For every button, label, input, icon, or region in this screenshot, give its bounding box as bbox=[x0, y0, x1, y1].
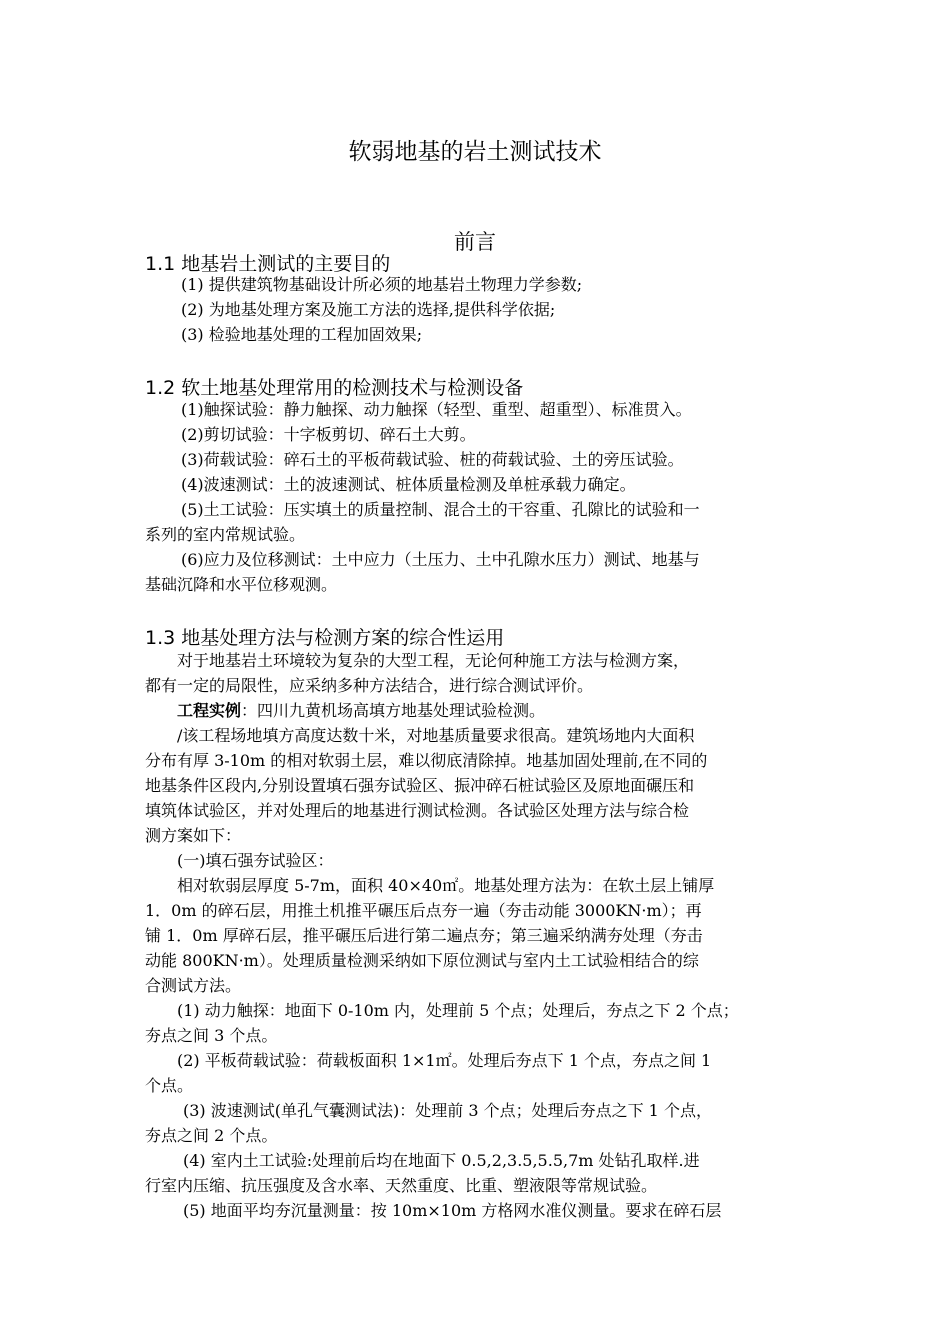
paragraph-line: (1) 动力触探：地面下 0-10m 内，处理前 5 个点；处理后，夯点之下 2 个点； bbox=[177, 1001, 739, 1020]
paragraph-line: (2) 为地基处理方案及施工方法的选择,提供科学依据; bbox=[181, 300, 556, 319]
paragraph-line: (1)触探试验：静力触探、动力触探（轻型、重型、超重型）、标准贯入。 bbox=[181, 400, 692, 419]
example-line bbox=[177, 700, 545, 722]
document-title: 软弱地基的岩土测试技术 bbox=[348, 139, 602, 165]
paragraph-line: (5) 地面平均夯沉量测量：按 10m×10m 方格网水准仪测量。要求在碎石层 bbox=[183, 1201, 722, 1220]
paragraph-line: 夯点之间 2 个点。 bbox=[145, 1126, 278, 1145]
section-1-1-heading: 1.1 地基岩土测试的主要目的 bbox=[145, 253, 391, 275]
paragraph-line: (2) 平板荷载试验：荷载板面积 1×1㎡。处理后夯点下 1 个点，夯点之间 1 bbox=[177, 1051, 712, 1070]
paragraph-line: 合测试方法。 bbox=[145, 976, 242, 995]
preface-heading: 前言 bbox=[454, 230, 496, 254]
paragraph-line: /该工程场地填方高度达数十米，对地基质量要求很高。建筑场地内大面积 bbox=[177, 726, 695, 745]
paragraph-line: 个点。 bbox=[145, 1076, 194, 1095]
paragraph-line: (3)荷载试验：碎石土的平板荷载试验、桩的荷载试验、土的旁压试验。 bbox=[181, 450, 684, 469]
paragraph-line: (2)剪切试验：十字板剪切、碎石土大剪。 bbox=[181, 425, 476, 444]
paragraph-line: 行室内压缩、抗压强度及含水率、天然重度、比重、塑液限等常规试验。 bbox=[145, 1176, 658, 1195]
paragraph-line: (6)应力及位移测试：土中应力（土压力、土中孔隙水压力）测试、地基与 bbox=[181, 550, 700, 569]
paragraph-line: 填筑体试验区，并对处理后的地基进行测试检测。各试验区处理方法与综合检 bbox=[145, 801, 690, 820]
paragraph-line: (4) 室内土工试验:处理前后均在地面下 0.5,2,3.5,5.5,7m 处钻孔取样.进 bbox=[183, 1151, 700, 1170]
paragraph-line: 都有一定的局限性，应采纳多种方法结合，进行综合测试评价。 bbox=[145, 676, 594, 695]
example-label: 工程实例 bbox=[177, 701, 242, 720]
paragraph-line: 地基条件区段内,分别设置填石强夯试验区、振冲碎石桩试验区及原地面碾压和 bbox=[145, 776, 695, 795]
paragraph-line: 夯点之间 3 个点。 bbox=[145, 1026, 278, 1045]
paragraph-line: 测方案如下： bbox=[145, 826, 242, 845]
paragraph-line: 动能 800KN·m）。处理质量检测采纳如下原位测试与室内土工试验相结合的综 bbox=[145, 951, 699, 970]
paragraph-line: 铺 1．0m 厚碎石层，推平碾压后进行第二遍点夯；第三遍采纳满夯处理（夯击 bbox=[145, 926, 703, 945]
paragraph-line: (5)土工试验：压实填土的质量控制、混合土的干容重、孔隙比的试验和一 bbox=[181, 500, 700, 519]
paragraph-line: 对于地基岩土环境较为复杂的大型工程，无论何种施工方法与检测方案， bbox=[177, 651, 690, 670]
zone-heading: (一)填石强夯试验区： bbox=[177, 851, 334, 870]
paragraph-line: (3) 检验地基处理的工程加固效果; bbox=[181, 325, 423, 344]
paragraph-line: (3) 波速测试(单孔气囊测试法)：处理前 3 个点；处理后夯点之下 1 个点， bbox=[183, 1101, 712, 1120]
paragraph-line: 1．0m 的碎石层，用推土机推平碾压后点夯一遍（夯击动能 3000KN·m）；再 bbox=[145, 901, 702, 920]
example-text: ：四川九黄机场高填方地基处理试验检测。 bbox=[241, 701, 546, 720]
paragraph-line: 基础沉降和水平位移观测。 bbox=[145, 575, 338, 594]
paragraph-line: (4)波速测试：土的波速测试、桩体质量检测及单桩承载力确定。 bbox=[181, 475, 636, 494]
paragraph-line: 相对软弱层厚度 5-7m，面积 40×40㎡。地基处理方法为：在软土层上铺厚 bbox=[177, 876, 715, 895]
section-1-2-heading: 1.2 软土地基处理常用的检测技术与检测设备 bbox=[145, 377, 524, 399]
section-1-3-heading: 1.3 地基处理方法与检测方案的综合性运用 bbox=[145, 627, 505, 649]
paragraph-line: 分布有厚 3-10m 的相对软弱土层，难以彻底清除掉。地基加固处理前,在不同的 bbox=[145, 751, 708, 770]
paragraph-line: (1) 提供建筑物基础设计所必须的地基岩土物理力学参数; bbox=[181, 275, 583, 294]
paragraph-line: 系列的室内常规试验。 bbox=[145, 525, 306, 544]
